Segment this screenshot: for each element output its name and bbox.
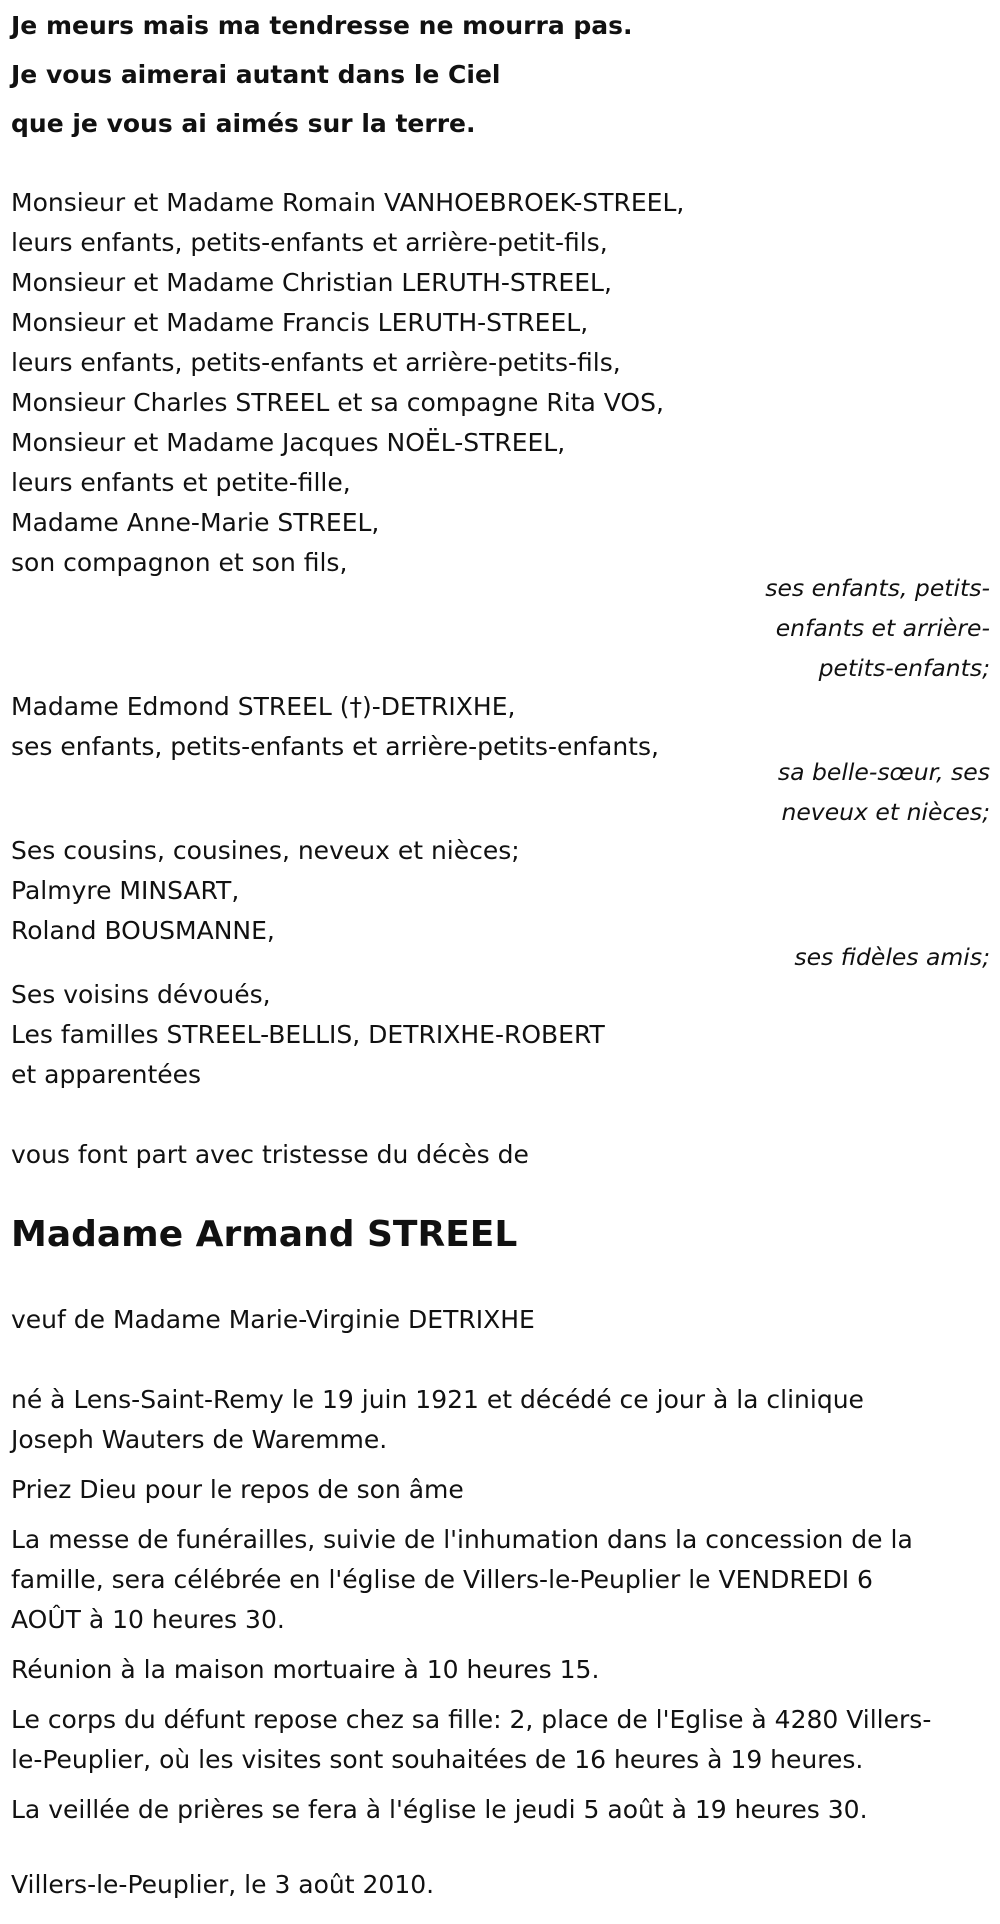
family-line: leurs enfants, petits-enfants et arrière-petits-fils,: [11, 348, 621, 377]
cousins-line: Roland BOUSMANNE,: [11, 916, 275, 945]
neighbours-line: Ses voisins dévoués,: [11, 980, 271, 1009]
widow-of: veuf de Madame Marie-Virginie DETRIXHE: [11, 1305, 535, 1334]
note-children: enfants et arrière-: [775, 614, 990, 642]
mass-line: AOÛT à 10 heures 30.: [11, 1605, 285, 1634]
epigraph-line-3: que je vous ai aimés sur la terre.: [11, 109, 476, 138]
family-line: Monsieur Charles STREEL et sa compagne Rita VOS,: [11, 388, 664, 417]
family-line: Monsieur et Madame Jacques NOËL-STREEL,: [11, 428, 566, 457]
mass-line: famille, sera célébrée en l'église de Villers-le-Peuplier le VENDREDI 6: [11, 1565, 873, 1594]
family-line: Monsieur et Madame Romain VANHOEBROEK-STREEL,: [11, 188, 685, 217]
epigraph-line-2: Je vous aimerai autant dans le Ciel: [11, 60, 501, 89]
note-children: ses enfants, petits-: [765, 574, 990, 602]
cousins-line: Palmyre MINSART,: [11, 876, 240, 905]
birth-death-line: Joseph Wauters de Waremme.: [11, 1425, 388, 1454]
cousins-line: Ses cousins, cousines, neveux et nièces;: [11, 836, 520, 865]
vigil: La veillée de prières se fera à l'église le jeudi 5 août à 19 heures 30.: [11, 1795, 868, 1824]
birth-death-line: né à Lens-Saint-Remy le 19 juin 1921 et décédé ce jour à la clinique: [11, 1385, 864, 1414]
prayer: Priez Dieu pour le repos de son âme: [11, 1475, 464, 1504]
place-date: Villers-le-Peuplier, le 3 août 2010.: [11, 1870, 435, 1899]
inlaw-line: ses enfants, petits-enfants et arrière-petits-enfants,: [11, 732, 659, 761]
announcement: vous font part avec tristesse du décès de: [11, 1140, 529, 1169]
family-line: Monsieur et Madame Francis LERUTH-STREEL,: [11, 308, 589, 337]
family-line: leurs enfants, petits-enfants et arrière-petit-fils,: [11, 228, 608, 257]
note-inlaw: neveux et nièces;: [781, 798, 990, 826]
neighbours-line: Les familles STREEL-BELLIS, DETRIXHE-ROBERT: [11, 1020, 605, 1049]
body-rests-line: Le corps du défunt repose chez sa fille: 2, place de l'Eglise à 4280 Villers-: [11, 1705, 932, 1734]
family-line: Monsieur et Madame Christian LERUTH-STREEL,: [11, 268, 612, 297]
epigraph-line-1: Je meurs mais ma tendresse ne mourra pas.: [11, 11, 633, 40]
deceased-name: Madame Armand STREEL: [11, 1214, 518, 1255]
inlaw-line: Madame Edmond STREEL (†)-DETRIXHE,: [11, 692, 516, 721]
reunion: Réunion à la maison mortuaire à 10 heures 15.: [11, 1655, 600, 1684]
family-line: son compagnon et son fils,: [11, 548, 348, 577]
family-line: Madame Anne-Marie STREEL,: [11, 508, 380, 537]
note-inlaw: sa belle-sœur, ses: [777, 758, 990, 786]
note-friends: ses fidèles amis;: [794, 943, 990, 971]
family-line: leurs enfants et petite-fille,: [11, 468, 351, 497]
neighbours-line: et apparentées: [11, 1060, 202, 1089]
body-rests-line: le-Peuplier, où les visites sont souhaitées de 16 heures à 19 heures.: [11, 1745, 864, 1774]
note-children: petits-enfants;: [818, 654, 990, 682]
mass-line: La messe de funérailles, suivie de l'inhumation dans la concession de la: [11, 1525, 913, 1554]
